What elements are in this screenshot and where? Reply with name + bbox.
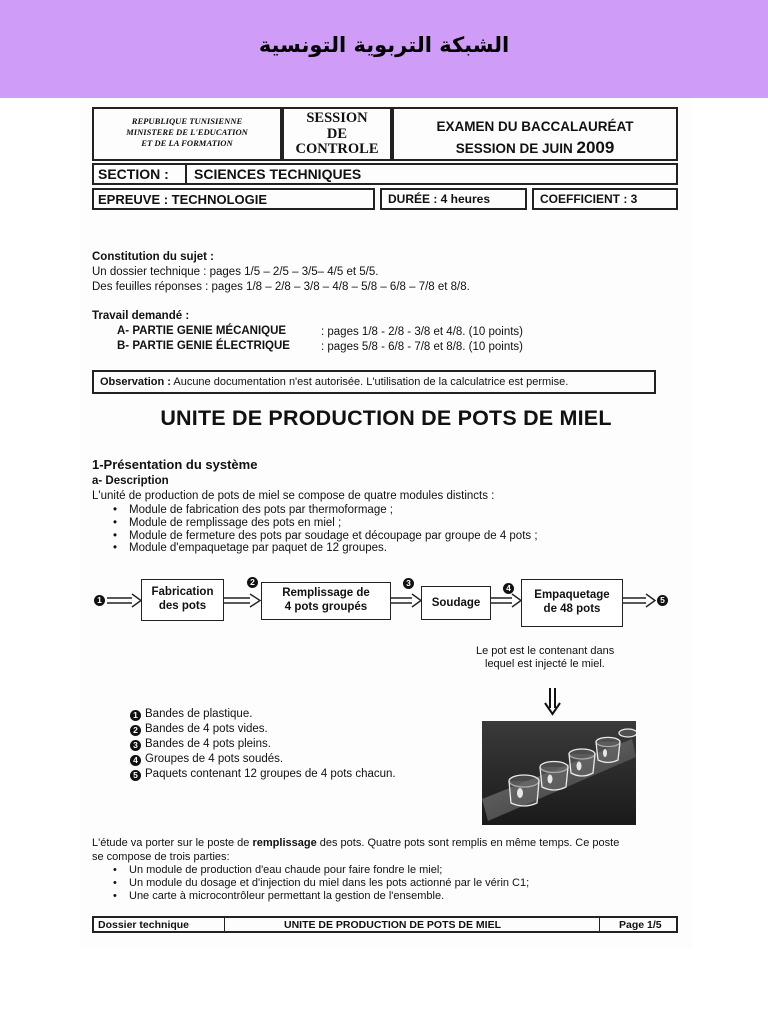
ministry-box xyxy=(92,107,282,161)
section-box xyxy=(92,163,678,185)
section-value: SCIENCES TECHNIQUES xyxy=(194,166,362,182)
part-a-label: A- PARTIE GENIE MÉCANIQUE xyxy=(117,325,287,337)
flow-marker-icon: 2 xyxy=(247,577,258,588)
list-item: • Module d'empaquetage par paquet de 12 groupes. xyxy=(80,542,538,555)
observation-label: Observation : xyxy=(100,376,171,388)
exam-title-box xyxy=(392,107,678,161)
duree-box: DURÉE : 4 heures xyxy=(380,188,527,210)
module-label: de 48 pots xyxy=(543,603,601,615)
module-label: Fabrication xyxy=(151,586,214,598)
legend-number-icon: 5 xyxy=(130,770,141,781)
section-divider xyxy=(185,165,187,183)
flow-marker-icon: 1 xyxy=(94,595,105,606)
ministry-line: REPUBLIQUE TUNISIENNE xyxy=(131,116,243,126)
pots-image-icon xyxy=(482,721,636,825)
list-item: • Un module de production d'eau chaude pour faire fondre le miel; xyxy=(80,864,529,877)
etude-text: L'étude va porter sur le poste de xyxy=(92,837,253,849)
observation-text: Aucune documentation n'est autorisée. L'utilisation de la calculatrice est permise. xyxy=(173,376,569,388)
page-footer xyxy=(92,916,678,933)
module-label: Empaquetage xyxy=(534,589,610,601)
flow-module-soudage xyxy=(421,586,491,620)
description-intro: L'unité de production de pots de miel se compose de quatre modules distincts : xyxy=(92,490,495,502)
session-type-line: DE xyxy=(326,125,348,142)
legend-number-icon: 2 xyxy=(130,725,141,736)
legend-number-icon: 3 xyxy=(130,740,141,751)
legend-item xyxy=(130,752,283,767)
site-title: الشبكة التربوية التونسية xyxy=(258,33,510,57)
legend-item xyxy=(130,737,271,752)
travail-title: Travail demandé : xyxy=(92,310,190,322)
flow-module-empaquetage xyxy=(521,579,623,627)
part-a-pages: : pages 1/8 - 2/8 - 3/8 et 4/8. (10 points) xyxy=(321,326,524,338)
list-item: • Un module du dosage et d'injection du miel dans les pots actionné par le vérin C1; xyxy=(80,877,529,890)
coefficient-box: COEFFICIENT : 3 xyxy=(532,188,678,210)
module-label: des pots xyxy=(158,600,207,612)
flow-marker-icon: 4 xyxy=(503,583,514,594)
module-list xyxy=(80,504,538,555)
flow-marker-icon: 5 xyxy=(657,595,668,606)
site-banner xyxy=(0,0,768,98)
footer-page: Page 1/5 xyxy=(619,919,662,931)
constitution-title: Constitution du sujet : xyxy=(92,251,215,263)
session-type-box xyxy=(282,107,392,161)
footer-center: UNITE DE PRODUCTION DE POTS DE MIEL xyxy=(284,919,502,931)
footer-divider xyxy=(224,918,225,932)
legend-text: Bandes de 4 pots vides. xyxy=(145,723,268,735)
list-item: • Module de fermeture des pots par soudage et découpage par groupe de 4 pots ; xyxy=(80,530,538,543)
subsection-title: a- Description xyxy=(92,475,169,487)
legend-text: Paquets contenant 12 groupes de 4 pots chacun. xyxy=(145,768,396,780)
ministry-line: MINISTERE DE L'EDUCATION xyxy=(126,127,248,137)
legend-text: Bandes de 4 pots pleins. xyxy=(145,738,271,750)
etude-line xyxy=(92,836,619,850)
legend-number-icon: 1 xyxy=(130,710,141,721)
footer-divider xyxy=(599,918,600,932)
flow-marker-icon: 3 xyxy=(403,578,414,589)
session-type-line: SESSION xyxy=(306,110,368,126)
list-item: • Module de remplissage des pots en miel ; xyxy=(80,517,538,530)
pot-note: lequel est injecté le miel. xyxy=(485,658,605,670)
pot-note: Le pot est le contenant dans xyxy=(476,645,615,657)
part-b-label: B- PARTIE GENIE ÉLECTRIQUE xyxy=(117,340,290,352)
module-label: 4 pots groupés xyxy=(284,601,368,613)
epreuve-box: EPREUVE : TECHNOLOGIE xyxy=(92,188,375,210)
exam-page xyxy=(80,98,692,948)
etude-text: des pots. Quatre pots sont remplis en même temps. Ce poste xyxy=(316,837,620,849)
flow-module-fabrication xyxy=(141,579,224,621)
module-label: Remplissage de xyxy=(282,587,370,599)
legend-item xyxy=(130,707,252,722)
part-b-pages: : pages 5/8 - 6/8 - 7/8 et 8/8. (10 points) xyxy=(321,341,524,353)
module-label: Soudage xyxy=(431,597,481,609)
exam-title: EXAMEN DU BACCALAURÉAT xyxy=(436,119,634,134)
down-arrow-icon xyxy=(542,686,564,718)
list-item: • Module de fabrication des pots par thermoformage ; xyxy=(80,504,538,517)
etude-list xyxy=(80,864,529,902)
etude-line: se compose de trois parties: xyxy=(92,851,230,863)
ministry-line: ET DE LA FORMATION xyxy=(141,138,233,148)
legend-item xyxy=(130,722,268,737)
etude-bold: remplissage xyxy=(252,837,317,849)
section-title: 1-Présentation du système xyxy=(92,457,258,472)
footer-left: Dossier technique xyxy=(98,919,190,931)
legend-item xyxy=(130,767,396,782)
section-label: SECTION : xyxy=(98,166,169,182)
legend-number-icon: 4 xyxy=(130,755,141,766)
constitution-line: Un dossier technique : pages 1/5 – 2/5 – 3/5– 4/5 et 5/5. xyxy=(92,266,379,278)
session-type-line: CONTROLE xyxy=(295,141,379,157)
exam-year: 2009 xyxy=(576,138,615,157)
legend-text: Bandes de plastique. xyxy=(145,708,253,720)
legend-text: Groupes de 4 pots soudés. xyxy=(145,753,284,765)
constitution-line: Des feuilles réponses : pages 1/8 – 2/8 – 3/8 – 4/8 – 5/8 – 6/8 – 7/8 et 8/8. xyxy=(92,281,470,293)
exam-session: SESSION DE JUIN xyxy=(455,141,573,156)
observation-box xyxy=(92,370,656,394)
flow-module-remplissage xyxy=(261,582,391,620)
main-title: UNITE DE PRODUCTION DE POTS DE MIEL xyxy=(160,406,612,430)
honey-pots-photo xyxy=(482,721,636,825)
list-item: • Une carte à microcontrôleur permettant la gestion de l'ensemble. xyxy=(80,890,529,903)
